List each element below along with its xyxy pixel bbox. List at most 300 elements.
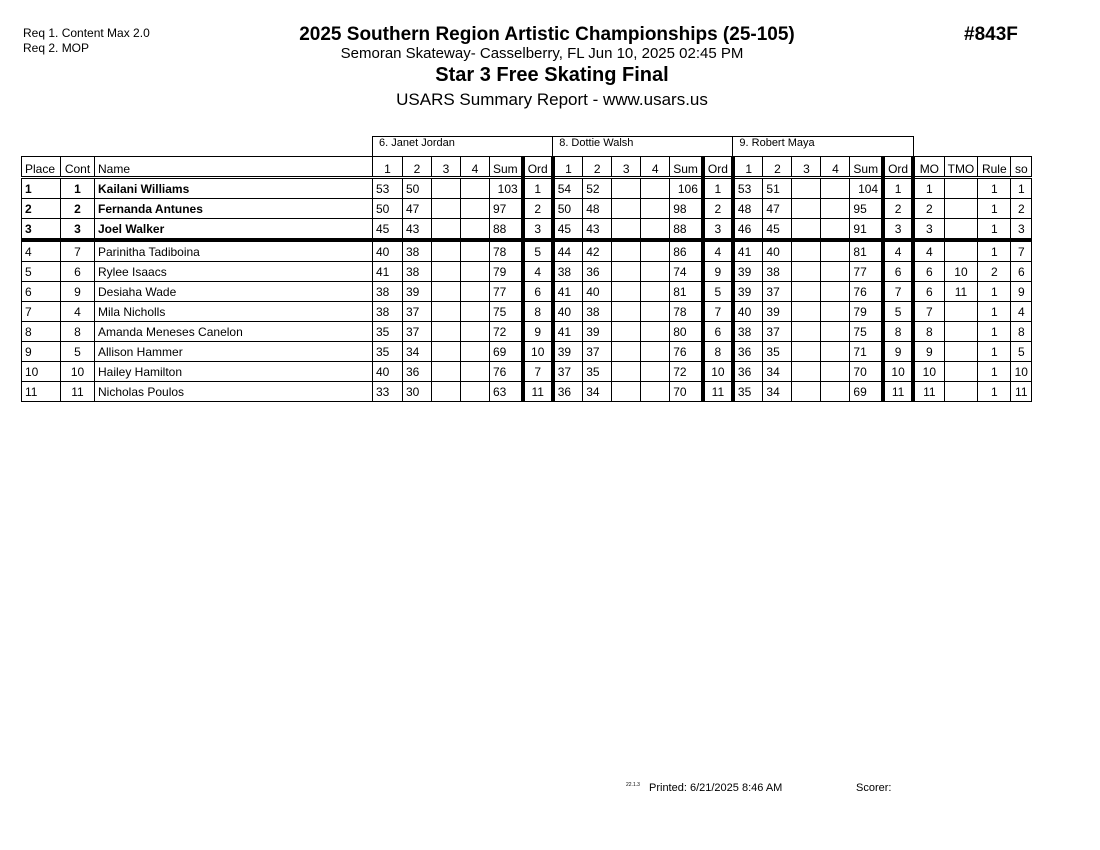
judge-3-score-4: [821, 302, 850, 322]
judge-1-score-1: 40: [373, 240, 403, 262]
judge-3-score-2: 47: [763, 199, 792, 219]
judge-1-ordinal: 10: [523, 342, 553, 362]
table-row: [22, 362, 1032, 382]
contestant-number-cell: 6: [61, 262, 95, 282]
place-cell: 11: [22, 382, 61, 402]
judge-1-ordinal: 11: [523, 382, 553, 402]
judge-1-score-1: 40: [373, 362, 403, 382]
judge-3-score-2: 35: [763, 342, 792, 362]
skater-name-cell: Parinitha Tadiboina: [95, 240, 373, 262]
rule-cell: 1: [978, 322, 1011, 342]
judge-2-score-3: [612, 199, 641, 219]
judge-2-sum: 70: [670, 382, 703, 402]
judge-2-score-1: 54: [553, 178, 583, 199]
judge-2-score-1: 40: [553, 302, 583, 322]
tmo-cell: [944, 199, 978, 219]
col-header-tmo: TMO: [944, 157, 978, 178]
contestant-number-cell: 5: [61, 342, 95, 362]
judge-1-score-3: [432, 240, 461, 262]
judge-2-sum: 74: [670, 262, 703, 282]
judge-2-score-3: [612, 219, 641, 241]
judge-1-score-1: 50: [373, 199, 403, 219]
table-row: [22, 219, 1032, 241]
judge-1-score-3: [432, 302, 461, 322]
judge-2-score-4: [641, 282, 670, 302]
judge-1-ordinal: 3: [523, 219, 553, 241]
col-header-j2-s4: 4: [641, 157, 670, 178]
place-cell: 7: [22, 302, 61, 322]
judge-2-ordinal: 8: [703, 342, 733, 362]
judge-1-score-2: 30: [403, 382, 432, 402]
judge-3-score-3: [792, 302, 821, 322]
table-row: [22, 382, 1032, 402]
judge-2-score-1: 41: [553, 322, 583, 342]
judge-1-score-2: 47: [403, 199, 432, 219]
judge-2-score-2: 42: [583, 240, 612, 262]
skater-name-cell: Mila Nicholls: [95, 302, 373, 322]
judge-2-score-4: [641, 262, 670, 282]
mo-cell: 11: [913, 382, 944, 402]
judge-3-score-4: [821, 282, 850, 302]
tmo-cell: [944, 342, 978, 362]
judge-3-score-3: [792, 322, 821, 342]
place-cell: 10: [22, 362, 61, 382]
so-cell: 3: [1011, 219, 1032, 241]
judge-2-score-4: [641, 362, 670, 382]
judge-3-ordinal: 2: [883, 199, 913, 219]
judge-2-score-4: [641, 240, 670, 262]
judge-2-ordinal: 10: [703, 362, 733, 382]
skater-name-cell: Desiaha Wade: [95, 282, 373, 302]
column-header-row: [22, 157, 1032, 178]
so-cell: 2: [1011, 199, 1032, 219]
judge-1-score-1: 35: [373, 322, 403, 342]
judge-3-score-3: [792, 382, 821, 402]
judge-3-score-4: [821, 342, 850, 362]
tmo-cell: [944, 322, 978, 342]
tmo-cell: [944, 362, 978, 382]
mo-cell: 4: [913, 240, 944, 262]
place-cell: 1: [22, 178, 61, 199]
judge-3-score-2: 40: [763, 240, 792, 262]
col-header-j3-s3: 3: [792, 157, 821, 178]
table-row: [22, 322, 1032, 342]
judge-1-ordinal: 6: [523, 282, 553, 302]
table-row: [22, 262, 1032, 282]
judge-2-score-4: [641, 302, 670, 322]
judge-3-score-3: [792, 199, 821, 219]
skater-name-cell: Nicholas Poulos: [95, 382, 373, 402]
version-label: 22.1.3: [626, 782, 640, 788]
judge-3-score-1: 36: [733, 342, 763, 362]
mo-cell: 6: [913, 282, 944, 302]
judge-header-row: [22, 137, 1032, 157]
mo-cell: 7: [913, 302, 944, 322]
judge-2-ordinal: 3: [703, 219, 733, 241]
col-header-so: so: [1011, 157, 1032, 178]
mo-cell: 9: [913, 342, 944, 362]
judge-1-score-3: [432, 282, 461, 302]
judge-2-score-3: [612, 178, 641, 199]
judge-2-sum: 81: [670, 282, 703, 302]
judge-3-sum: 81: [850, 240, 883, 262]
judge-1-sum: 75: [490, 302, 523, 322]
judge-3-score-4: [821, 382, 850, 402]
judge-2-ordinal: 2: [703, 199, 733, 219]
so-cell: 11: [1011, 382, 1032, 402]
judge-2-score-3: [612, 240, 641, 262]
col-header-j3-s4: 4: [821, 157, 850, 178]
judge-2-score-3: [612, 282, 641, 302]
place-cell: 6: [22, 282, 61, 302]
judge-1-score-4: [461, 302, 490, 322]
judge-1-score-4: [461, 362, 490, 382]
judge-3-score-1: 39: [733, 262, 763, 282]
judge-2-ordinal: 11: [703, 382, 733, 402]
so-cell: 10: [1011, 362, 1032, 382]
judge-2-sum: 98: [670, 199, 703, 219]
judge-2-score-2: 34: [583, 382, 612, 402]
place-cell: 8: [22, 322, 61, 342]
tmo-cell: 11: [944, 282, 978, 302]
judge-3-score-2: 34: [763, 362, 792, 382]
judge-2-sum: 106: [670, 178, 703, 199]
judge-1-sum: 88: [490, 219, 523, 241]
judge-3-sum: 71: [850, 342, 883, 362]
judge-3-score-1: 35: [733, 382, 763, 402]
judge-1-score-4: [461, 342, 490, 362]
col-header-mo: MO: [913, 157, 944, 178]
judge-3-sum: 76: [850, 282, 883, 302]
judge-1-score-4: [461, 219, 490, 241]
judge-1-label: 6. Janet Jordan: [373, 137, 553, 157]
judge-1-score-2: 50: [403, 178, 432, 199]
judge-3-score-1: 36: [733, 362, 763, 382]
skater-name-cell: Joel Walker: [95, 219, 373, 241]
judge-1-score-1: 38: [373, 302, 403, 322]
judge-1-sum: 63: [490, 382, 523, 402]
judge-1-ordinal: 7: [523, 362, 553, 382]
printed-timestamp: Printed: 6/21/2025 8:46 AM: [649, 782, 783, 794]
judge-2-score-3: [612, 382, 641, 402]
table-row: [22, 342, 1032, 362]
judge-1-score-2: 34: [403, 342, 432, 362]
rule-cell: 1: [978, 382, 1011, 402]
judge-3-sum: 75: [850, 322, 883, 342]
so-cell: 9: [1011, 282, 1032, 302]
judge-2-score-2: 40: [583, 282, 612, 302]
judge-2-sum: 72: [670, 362, 703, 382]
judge-1-score-4: [461, 199, 490, 219]
judge-3-score-3: [792, 362, 821, 382]
judge-1-score-4: [461, 262, 490, 282]
judge-3-score-1: 53: [733, 178, 763, 199]
judge-3-sum: 79: [850, 302, 883, 322]
judge-3-ordinal: 1: [883, 178, 913, 199]
results-table: [21, 136, 1032, 402]
col-header-j1-s3: 3: [432, 157, 461, 178]
col-header-j3-ord: Ord: [883, 157, 913, 178]
mo-cell: 3: [913, 219, 944, 241]
judge-2-score-2: 48: [583, 199, 612, 219]
contestant-number-cell: 7: [61, 240, 95, 262]
judge-3-sum: 69: [850, 382, 883, 402]
competition-title: Star 3 Free Skating Final: [435, 64, 669, 86]
table-row: [22, 240, 1032, 262]
judge-2-score-3: [612, 262, 641, 282]
judge-2-ordinal: 4: [703, 240, 733, 262]
judge-1-score-4: [461, 178, 490, 199]
judge-2-ordinal: 9: [703, 262, 733, 282]
judge-3-sum: 104: [850, 178, 883, 199]
col-header-j2-ord: Ord: [703, 157, 733, 178]
judge-2-score-4: [641, 219, 670, 241]
judge-3-score-1: 46: [733, 219, 763, 241]
judge-3-score-2: 51: [763, 178, 792, 199]
judge-1-sum: 79: [490, 262, 523, 282]
judge-1-score-1: 33: [373, 382, 403, 402]
place-cell: 5: [22, 262, 61, 282]
event-code: #843F: [964, 24, 1018, 45]
judge-3-score-3: [792, 178, 821, 199]
judge-3-score-1: 39: [733, 282, 763, 302]
venue-line: Semoran Skateway- Casselberry, FL Jun 10, 2025 02:45 PM: [340, 45, 744, 62]
so-cell: 8: [1011, 322, 1032, 342]
judge-1-score-3: [432, 362, 461, 382]
col-header-rule: Rule: [978, 157, 1011, 178]
col-header-j2-s3: 3: [612, 157, 641, 178]
judge-3-score-1: 41: [733, 240, 763, 262]
judge-2-sum: 80: [670, 322, 703, 342]
judge-1-ordinal: 5: [523, 240, 553, 262]
so-cell: 5: [1011, 342, 1032, 362]
judge-1-score-2: 36: [403, 362, 432, 382]
judge-1-score-3: [432, 199, 461, 219]
mo-cell: 6: [913, 262, 944, 282]
skater-name-cell: Rylee Isaacs: [95, 262, 373, 282]
skater-name-cell: Fernanda Antunes: [95, 199, 373, 219]
rule-cell: 1: [978, 219, 1011, 241]
judge-1-ordinal: 4: [523, 262, 553, 282]
judge-2-score-2: 39: [583, 322, 612, 342]
judge-2-score-1: 41: [553, 282, 583, 302]
col-header-j1-sum: Sum: [490, 157, 523, 178]
judge-3-score-3: [792, 342, 821, 362]
tmo-cell: [944, 178, 978, 199]
judge-2-score-1: 37: [553, 362, 583, 382]
judge-2-score-2: 38: [583, 302, 612, 322]
table-row: [22, 302, 1032, 322]
judge-3-score-1: 38: [733, 322, 763, 342]
judge-1-score-1: 35: [373, 342, 403, 362]
judge-3-score-4: [821, 240, 850, 262]
mo-cell: 10: [913, 362, 944, 382]
judge-3-ordinal: 7: [883, 282, 913, 302]
contestant-number-cell: 1: [61, 178, 95, 199]
judge-2-score-4: [641, 342, 670, 362]
judge-1-score-2: 37: [403, 322, 432, 342]
contestant-number-cell: 2: [61, 199, 95, 219]
judge-2-score-4: [641, 382, 670, 402]
mo-cell: 8: [913, 322, 944, 342]
place-cell: 9: [22, 342, 61, 362]
col-header-j2-sum: Sum: [670, 157, 703, 178]
contestant-number-cell: 8: [61, 322, 95, 342]
judge-3-score-4: [821, 199, 850, 219]
judge-3-sum: 95: [850, 199, 883, 219]
col-header-j2-s2: 2: [583, 157, 612, 178]
judge-1-ordinal: 8: [523, 302, 553, 322]
judge-1-sum: 69: [490, 342, 523, 362]
judge-2-score-3: [612, 362, 641, 382]
judge-1-score-4: [461, 240, 490, 262]
judge-3-score-1: 48: [733, 199, 763, 219]
so-cell: 1: [1011, 178, 1032, 199]
judge-1-score-2: 38: [403, 262, 432, 282]
judge-3-score-3: [792, 240, 821, 262]
judge-3-score-3: [792, 219, 821, 241]
rule-cell: 1: [978, 282, 1011, 302]
judge-1-score-1: 41: [373, 262, 403, 282]
rule-cell: 1: [978, 362, 1011, 382]
judge-1-sum: 76: [490, 362, 523, 382]
tmo-cell: [944, 302, 978, 322]
scorer-label: Scorer:: [856, 782, 892, 794]
judge-2-score-1: 50: [553, 199, 583, 219]
judge-2-sum: 88: [670, 219, 703, 241]
judge-3-sum: 77: [850, 262, 883, 282]
judge-3-score-4: [821, 262, 850, 282]
col-header-j2-s1: 1: [553, 157, 583, 178]
judge-2-score-1: 39: [553, 342, 583, 362]
col-header-j3-s2: 2: [763, 157, 792, 178]
judge-2-score-4: [641, 178, 670, 199]
judge-3-ordinal: 10: [883, 362, 913, 382]
rule-cell: 1: [978, 240, 1011, 262]
judge-2-sum: 78: [670, 302, 703, 322]
col-header-j3-s1: 1: [733, 157, 763, 178]
skater-name-cell: Amanda Meneses Canelon: [95, 322, 373, 342]
judge-2-score-2: 36: [583, 262, 612, 282]
judge-1-score-2: 37: [403, 302, 432, 322]
rule-cell: 2: [978, 262, 1011, 282]
judge-1-sum: 97: [490, 199, 523, 219]
judge-2-score-4: [641, 322, 670, 342]
judge-1-score-2: 38: [403, 240, 432, 262]
judge-3-sum: 70: [850, 362, 883, 382]
col-header-j1-s2: 2: [403, 157, 432, 178]
judge-1-sum: 103: [490, 178, 523, 199]
judge-1-sum: 78: [490, 240, 523, 262]
rule-cell: 1: [978, 302, 1011, 322]
judge-2-ordinal: 7: [703, 302, 733, 322]
judge-3-score-2: 37: [763, 322, 792, 342]
judge-1-score-3: [432, 178, 461, 199]
skater-name-cell: Kailani Williams: [95, 178, 373, 199]
judge-3-ordinal: 8: [883, 322, 913, 342]
judge-2-ordinal: 6: [703, 322, 733, 342]
judge-2-sum: 86: [670, 240, 703, 262]
skater-name-cell: Allison Hammer: [95, 342, 373, 362]
judge-2-score-2: 52: [583, 178, 612, 199]
judge-3-ordinal: 3: [883, 219, 913, 241]
judge-3-score-2: 34: [763, 382, 792, 402]
judge-3-score-4: [821, 322, 850, 342]
report-title: USARS Summary Report - www.usars.us: [396, 90, 708, 109]
judge-2-score-4: [641, 199, 670, 219]
judge-1-score-3: [432, 219, 461, 241]
event-title: 2025 Southern Region Artistic Championships (25-105): [299, 24, 795, 45]
judge-1-ordinal: 2: [523, 199, 553, 219]
judge-2-ordinal: 5: [703, 282, 733, 302]
judge-2-score-3: [612, 322, 641, 342]
judge-3-score-3: [792, 282, 821, 302]
rule-cell: 1: [978, 342, 1011, 362]
contestant-number-cell: 9: [61, 282, 95, 302]
place-cell: 4: [22, 240, 61, 262]
judge-2-score-1: 44: [553, 240, 583, 262]
judge-2-label: 8. Dottie Walsh: [553, 137, 733, 157]
judge-3-score-2: 38: [763, 262, 792, 282]
judge-1-sum: 72: [490, 322, 523, 342]
judge-2-sum: 76: [670, 342, 703, 362]
judge-1-score-1: 53: [373, 178, 403, 199]
judge-3-score-4: [821, 219, 850, 241]
judge-3-ordinal: 6: [883, 262, 913, 282]
tmo-cell: [944, 382, 978, 402]
mo-cell: 2: [913, 199, 944, 219]
judge-3-score-2: 39: [763, 302, 792, 322]
judge-1-score-1: 38: [373, 282, 403, 302]
judge-1-ordinal: 9: [523, 322, 553, 342]
judge-2-ordinal: 1: [703, 178, 733, 199]
judge-1-score-4: [461, 322, 490, 342]
judge-2-score-1: 38: [553, 262, 583, 282]
tmo-cell: [944, 240, 978, 262]
judge-1-ordinal: 1: [523, 178, 553, 199]
judge-2-score-2: 43: [583, 219, 612, 241]
judge-3-ordinal: 9: [883, 342, 913, 362]
judge-1-score-3: [432, 262, 461, 282]
judge-1-sum: 77: [490, 282, 523, 302]
contestant-number-cell: 3: [61, 219, 95, 241]
judge-3-score-1: 40: [733, 302, 763, 322]
so-cell: 6: [1011, 262, 1032, 282]
judge-1-score-4: [461, 282, 490, 302]
judge-2-score-1: 45: [553, 219, 583, 241]
mo-cell: 1: [913, 178, 944, 199]
col-header-j3-sum: Sum: [850, 157, 883, 178]
contestant-number-cell: 10: [61, 362, 95, 382]
col-header-cont: Cont: [61, 157, 95, 178]
judge-3-score-4: [821, 362, 850, 382]
skater-name-cell: Hailey Hamilton: [95, 362, 373, 382]
judge-3-score-2: 45: [763, 219, 792, 241]
table-row: [22, 178, 1032, 199]
judge-3-ordinal: 4: [883, 240, 913, 262]
judge-1-score-4: [461, 382, 490, 402]
col-header-place: Place: [22, 157, 61, 178]
table-row: [22, 199, 1032, 219]
judge-1-score-3: [432, 342, 461, 362]
rule-cell: 1: [978, 199, 1011, 219]
place-cell: 2: [22, 199, 61, 219]
judge-3-label: 9. Robert Maya: [733, 137, 913, 157]
judge-2-score-2: 37: [583, 342, 612, 362]
judge-3-score-2: 37: [763, 282, 792, 302]
col-header-name: Name: [95, 157, 373, 178]
tmo-cell: 10: [944, 262, 978, 282]
